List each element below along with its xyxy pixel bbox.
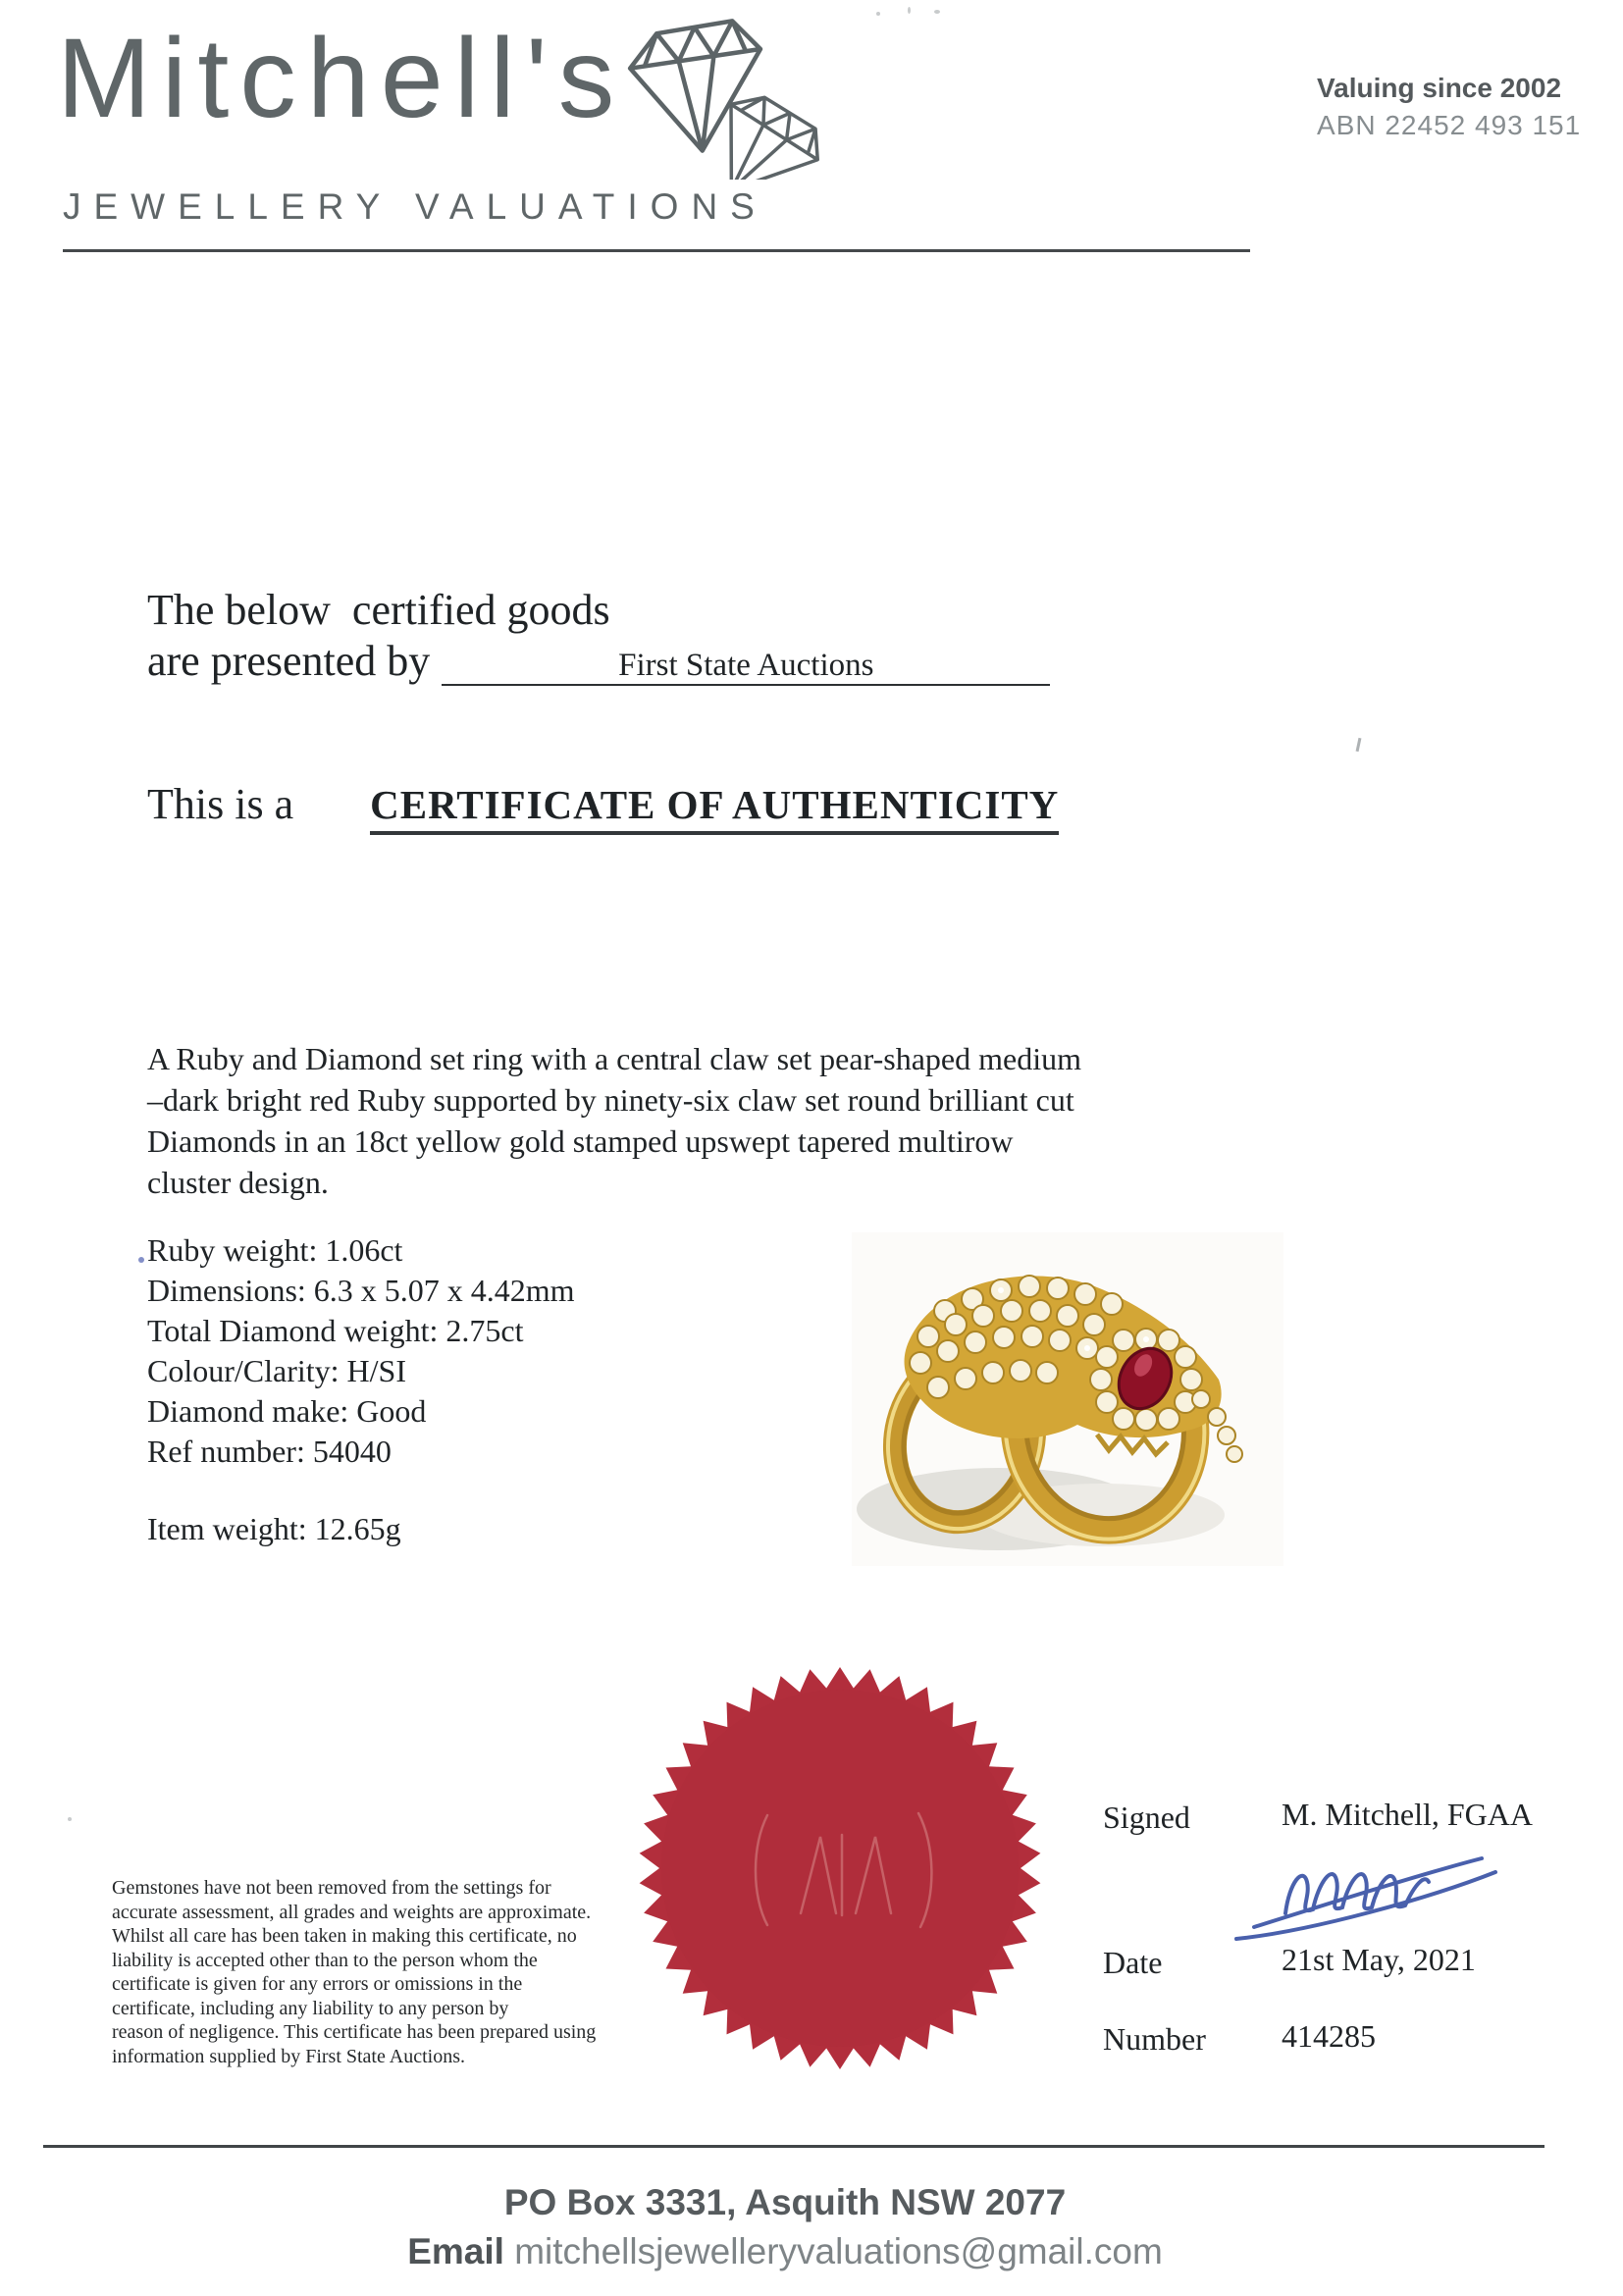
abn-number: ABN 22452 493 151 <box>1317 110 1582 140</box>
brand-name: Mitchell's <box>57 16 626 141</box>
footer-divider <box>43 2145 1544 2148</box>
presentation-line1: The below certified goods <box>147 586 610 634</box>
item-description <box>147 1038 1081 1203</box>
disclaimer-line: liability is accepted other than to the person whom the <box>112 1949 538 1971</box>
diamonds-logo-icon <box>616 18 832 180</box>
spec-row: Colour/Clarity: H/SI <box>147 1353 406 1388</box>
spec-row: Dimensions: 6.3 x 5.07 x 4.42mm <box>147 1273 575 1308</box>
description-line: –dark bright red Ruby supported by ninety-six claw set round brilliant cut <box>147 1082 1074 1118</box>
footer-email <box>0 2231 1570 2272</box>
certificate-title: CERTIFICATE OF AUTHENTICITY <box>370 781 1059 835</box>
presented-by-label: are presented by <box>147 637 431 685</box>
email-value: mitchellsjewelleryvaluations@gmail.com <box>514 2231 1163 2271</box>
presentation-line2 <box>147 636 1050 686</box>
scan-speck <box>68 1817 72 1821</box>
red-seal <box>638 1666 1042 2070</box>
spec-row: Total Diamond weight: 2.75ct <box>147 1313 524 1348</box>
description-line: Diamonds in an 18ct yellow gold stamped upswept tapered multirow <box>147 1123 1014 1159</box>
signed-label: Signed <box>1103 1800 1190 1835</box>
header-divider <box>63 249 1250 252</box>
scan-speck <box>876 12 880 16</box>
date-label: Date <box>1103 1945 1163 1980</box>
presenter-name: First State Auctions <box>618 648 874 683</box>
date-value: 21st May, 2021 <box>1282 1942 1476 1977</box>
number-value: 414285 <box>1282 2018 1376 2054</box>
disclaimer-line: information supplied by First State Auctions. <box>112 2045 465 2067</box>
spec-row: Ruby weight: 1.06ct <box>147 1232 403 1268</box>
disclaimer-line: accurate assessment, all grades and weights are approximate. <box>112 1901 592 1923</box>
disclaimer-line: certificate is given for any errors or omissions in the <box>112 1973 523 1995</box>
signed-value: M. Mitchell, FGAA <box>1282 1797 1533 1832</box>
ring-photo <box>852 1232 1283 1566</box>
spec-row: Diamond make: Good <box>147 1393 427 1429</box>
this-is-a-label: This is a <box>147 780 294 828</box>
description-line: cluster design. <box>147 1165 329 1200</box>
tagline: Valuing since 2002 <box>1317 73 1562 103</box>
presenter-field <box>442 648 1050 686</box>
spec-row: Ref number: 54040 <box>147 1434 392 1469</box>
disclaimer <box>112 1876 596 2068</box>
email-label: Email <box>407 2231 504 2271</box>
brand-subtitle: JEWELLERY VALUATIONS <box>63 186 767 227</box>
number-label: Number <box>1103 2021 1206 2057</box>
disclaimer-line: Whilst all care has been taken in making this certificate, no <box>112 1925 577 1947</box>
specs-list <box>147 1230 575 1472</box>
disclaimer-line: Gemstones have not been removed from the settings for <box>112 1877 551 1899</box>
scan-speck <box>908 7 911 14</box>
disclaimer-line: certificate, including any liability to any person by <box>112 1997 509 2019</box>
item-weight: Item weight: 12.65g <box>147 1511 401 1546</box>
scan-dot <box>138 1257 144 1263</box>
certificate-title-row <box>147 779 1059 835</box>
scan-speck <box>934 10 940 14</box>
footer-address: PO Box 3331, Asquith NSW 2077 <box>503 2182 1067 2222</box>
scan-tick <box>1356 738 1362 752</box>
description-line: A Ruby and Diamond set ring with a central claw set pear-shaped medium <box>147 1041 1081 1076</box>
disclaimer-line: reason of negligence. This certificate has been prepared using <box>112 2021 597 2043</box>
signature-scribble <box>1225 1837 1558 1943</box>
